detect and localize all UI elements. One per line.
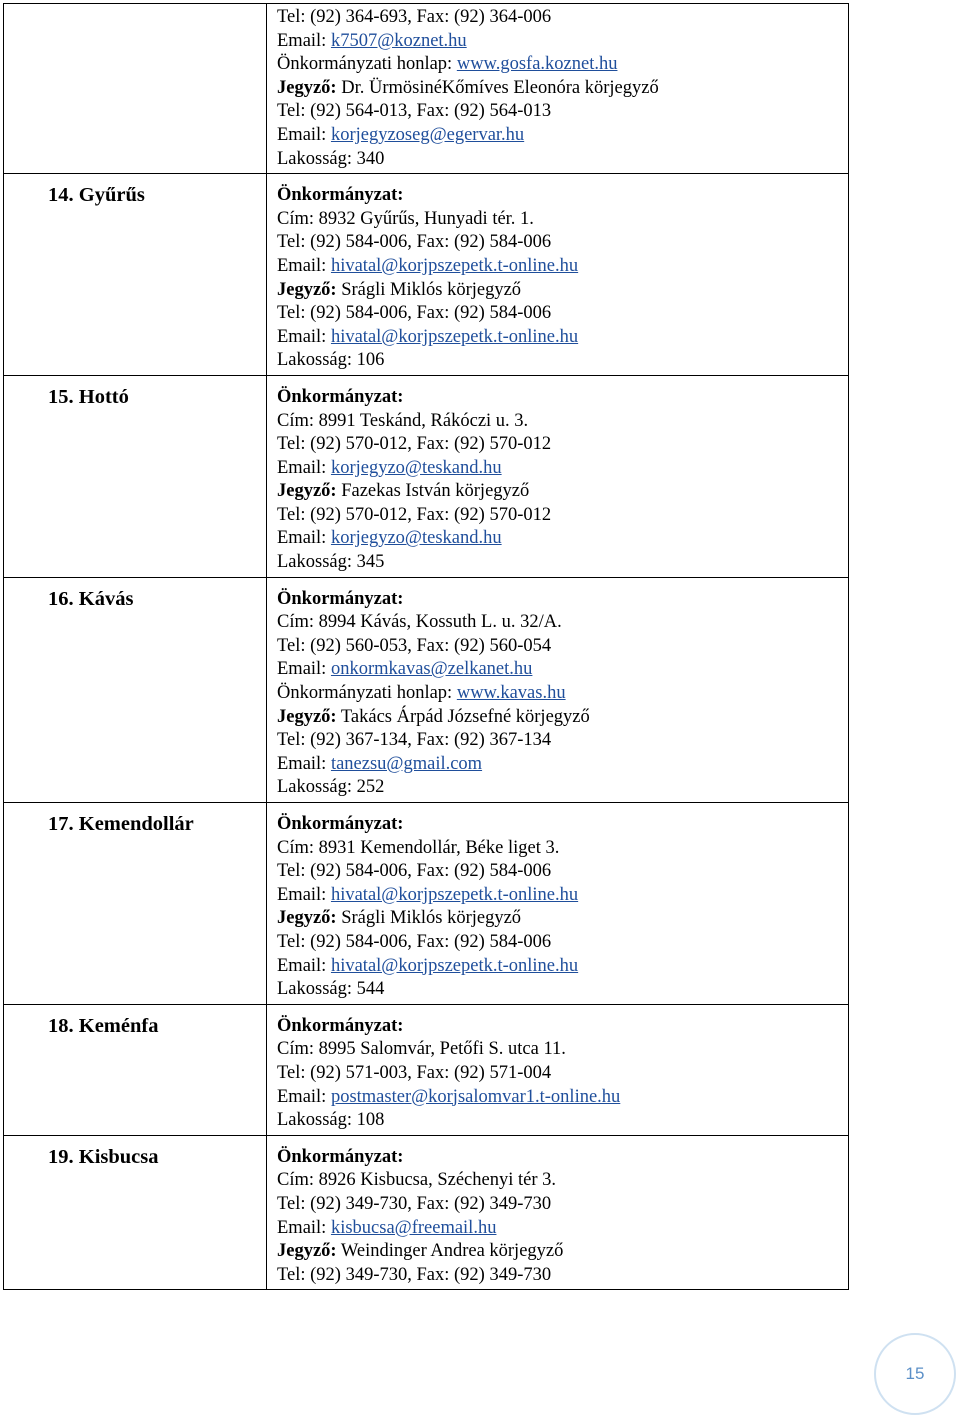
- info-line: [277, 527, 848, 551]
- municipality-info-cell: [267, 1135, 849, 1290]
- info-line: [277, 978, 848, 1004]
- table-row: [4, 174, 849, 376]
- field-text: Cím: 8995 Salomvár, Petőfi S. utca 11.: [277, 1039, 566, 1060]
- field-label: Önkormányzat:: [277, 386, 404, 407]
- field-text: Önkormányzati honlap:: [277, 683, 457, 704]
- info-line: [277, 349, 848, 375]
- field-text: Cím: 8994 Kávás, Kossuth L. u. 32/A.: [277, 612, 562, 633]
- field-text: Email:: [277, 528, 331, 549]
- field-value: Srágli Miklós körjegyző: [336, 908, 522, 929]
- info-line: [277, 504, 848, 528]
- field-label: Jegyző:: [277, 1241, 337, 1262]
- municipality-name-cell: [4, 803, 267, 1005]
- info-line: [277, 551, 848, 577]
- field-text: Email:: [277, 659, 331, 680]
- info-line: [277, 231, 848, 255]
- field-value: Dr. ÜrmösinéKőmíves Eleonóra körjegyző: [336, 77, 659, 98]
- info-line: [277, 611, 848, 635]
- table-row: [4, 4, 849, 174]
- municipality-name-cell: [4, 375, 267, 577]
- field-label: Önkormányzat:: [277, 588, 404, 609]
- field-label: Jegyző:: [277, 279, 337, 300]
- info-line: [277, 1193, 848, 1217]
- field-value: Fazekas István körjegyző: [336, 481, 530, 502]
- municipality-name-cell: [4, 1135, 267, 1290]
- info-line: [277, 803, 848, 837]
- field-text: Tel: (92) 584-006, Fax: (92) 584-006: [277, 232, 552, 253]
- info-line: [277, 1136, 848, 1170]
- field-text: Email:: [277, 753, 331, 774]
- info-line: [277, 1062, 848, 1086]
- info-line: [277, 30, 848, 54]
- info-line: [277, 376, 848, 410]
- contact-link[interactable]: hivatal@korjpszepetk.t-online.hu: [330, 326, 579, 347]
- field-label: Jegyző:: [277, 481, 337, 502]
- info-line: [277, 658, 848, 682]
- field-label: Jegyző:: [277, 706, 337, 727]
- info-line: [277, 860, 848, 884]
- info-line: [277, 1240, 848, 1264]
- info-line: [277, 1169, 848, 1193]
- info-line: [277, 255, 848, 279]
- contact-link[interactable]: kisbucsa@freemail.hu: [330, 1217, 497, 1238]
- municipality-name-cell: [4, 1004, 267, 1135]
- field-text: Lakosság: 252: [277, 777, 385, 798]
- municipality-name-cell: [4, 174, 267, 376]
- field-text: Tel: (92) 364-693, Fax: (92) 364-006: [277, 7, 552, 27]
- field-text: Tel: (92) 560-053, Fax: (92) 560-054: [277, 635, 552, 656]
- info-line: [277, 682, 848, 706]
- field-label: Önkormányzat:: [277, 1015, 404, 1036]
- field-text: Email:: [277, 884, 331, 905]
- table-row: [4, 375, 849, 577]
- table-row: [4, 1004, 849, 1135]
- municipality-name-cell: [4, 4, 267, 174]
- field-label: Önkormányzat:: [277, 185, 404, 206]
- info-line: [277, 1264, 848, 1290]
- field-text: Email:: [277, 124, 331, 145]
- contact-link[interactable]: korjegyzo@teskand.hu: [330, 457, 502, 478]
- field-text: Cím: 8932 Gyűrűs, Hunyadi tér. 1.: [277, 208, 534, 229]
- info-line: [277, 578, 848, 612]
- page-number: 15: [905, 1364, 925, 1383]
- field-text: Tel: (92) 584-006, Fax: (92) 584-006: [277, 303, 552, 324]
- info-line: [277, 433, 848, 457]
- municipality-name: 19. Kisbucsa: [48, 1145, 159, 1168]
- info-line: [277, 77, 848, 101]
- municipality-info-cell: [267, 1004, 849, 1135]
- field-text: Önkormányzati honlap:: [277, 54, 457, 75]
- field-text: Email:: [277, 255, 331, 276]
- field-text: Lakosság: 340: [277, 148, 385, 169]
- contact-link[interactable]: tanezsu@gmail.com: [330, 753, 483, 774]
- info-line: [277, 706, 848, 730]
- info-line: [277, 1038, 848, 1062]
- field-text: Tel: (92) 349-730, Fax: (92) 349-730: [277, 1264, 552, 1285]
- info-line: [277, 837, 848, 861]
- info-line: [277, 907, 848, 931]
- info-line: [277, 1217, 848, 1241]
- contact-link[interactable]: korjegyzo@teskand.hu: [330, 528, 502, 549]
- field-text: Cím: 8931 Kemendollár, Béke liget 3.: [277, 837, 560, 858]
- field-text: Lakosság: 544: [277, 979, 385, 1000]
- field-label: Önkormányzat:: [277, 1146, 404, 1167]
- contact-link[interactable]: korjegyzoseg@egervar.hu: [330, 124, 525, 145]
- info-line: [277, 124, 848, 148]
- contact-link[interactable]: onkormkavas@zelkanet.hu: [330, 659, 533, 680]
- info-line: [277, 931, 848, 955]
- field-text: Lakosság: 106: [277, 350, 385, 371]
- table-row: [4, 803, 849, 1005]
- info-line: [277, 955, 848, 979]
- field-text: Email:: [277, 1217, 331, 1238]
- municipality-name: 17. Kemendollár: [48, 813, 194, 835]
- info-line: [277, 1005, 848, 1039]
- info-line: [277, 729, 848, 753]
- field-text: Lakosság: 108: [277, 1110, 385, 1131]
- info-line: [277, 884, 848, 908]
- page-number-badge: [874, 1333, 956, 1415]
- info-line: [277, 148, 848, 174]
- field-label: Jegyző:: [277, 908, 337, 929]
- field-text: Tel: (92) 571-003, Fax: (92) 571-004: [277, 1062, 552, 1083]
- info-line: [277, 776, 848, 802]
- field-text: Cím: 8926 Kisbucsa, Széchenyi tér 3.: [277, 1170, 556, 1191]
- municipality-name: 14. Gyűrűs: [48, 184, 145, 207]
- field-text: Email:: [277, 1086, 331, 1107]
- field-value: Weindinger Andrea körjegyző: [336, 1241, 564, 1262]
- field-text: Lakosság: 345: [277, 552, 385, 573]
- field-text: Email:: [277, 457, 331, 478]
- municipality-name-cell: [4, 577, 267, 802]
- info-line: [277, 480, 848, 504]
- table-row: [4, 1135, 849, 1290]
- municipality-name: 18. Keménfa: [48, 1014, 159, 1037]
- field-value: Takács Árpád Józsefné körjegyző: [336, 706, 590, 727]
- info-line: [277, 174, 848, 208]
- field-text: Tel: (92) 367-134, Fax: (92) 367-134: [277, 730, 552, 751]
- municipality-info-cell: [267, 375, 849, 577]
- info-line: [277, 302, 848, 326]
- contact-link[interactable]: hivatal@korjpszepetk.t-online.hu: [330, 955, 579, 976]
- municipality-info-cell: [267, 4, 849, 174]
- info-line: [277, 753, 848, 777]
- contact-link[interactable]: hivatal@korjpszepetk.t-online.hu: [330, 884, 579, 905]
- field-text: Tel: (92) 584-006, Fax: (92) 584-006: [277, 861, 552, 882]
- municipality-info-cell: [267, 174, 849, 376]
- table-row: [4, 577, 849, 802]
- municipality-name: 16. Kávás: [48, 587, 134, 610]
- contact-link[interactable]: hivatal@korjpszepetk.t-online.hu: [330, 255, 579, 276]
- field-text: Email:: [277, 326, 331, 347]
- field-text: Email:: [277, 955, 331, 976]
- info-line: [277, 1109, 848, 1135]
- info-line: [277, 208, 848, 232]
- field-text: Tel: (92) 570-012, Fax: (92) 570-012: [277, 434, 552, 455]
- info-line: [277, 4, 848, 30]
- field-text: Tel: (92) 349-730, Fax: (92) 349-730: [277, 1193, 552, 1214]
- info-line: [277, 635, 848, 659]
- info-line: [277, 279, 848, 303]
- info-line: [277, 1086, 848, 1110]
- contact-link[interactable]: www.gosfa.koznet.hu: [456, 54, 618, 75]
- municipality-info-cell: [267, 803, 849, 1005]
- field-text: Email:: [277, 30, 331, 51]
- municipality-directory-table: [3, 3, 849, 1290]
- field-label: Önkormányzat:: [277, 814, 404, 834]
- directory-body: [4, 4, 849, 1290]
- info-line: [277, 53, 848, 77]
- municipality-info-cell: [267, 577, 849, 802]
- field-value: Srágli Miklós körjegyző: [336, 279, 522, 300]
- field-text: Tel: (92) 570-012, Fax: (92) 570-012: [277, 504, 552, 525]
- info-line: [277, 326, 848, 350]
- info-line: [277, 457, 848, 481]
- contact-link[interactable]: www.kavas.hu: [456, 683, 566, 704]
- info-line: [277, 410, 848, 434]
- municipality-name: 15. Hottó: [48, 385, 129, 408]
- contact-link[interactable]: k7507@koznet.hu: [330, 30, 467, 51]
- field-label: Jegyző:: [277, 77, 337, 98]
- info-line: [277, 100, 848, 124]
- field-text: Tel: (92) 584-006, Fax: (92) 584-006: [277, 931, 552, 952]
- field-text: Cím: 8991 Teskánd, Rákóczi u. 3.: [277, 410, 529, 431]
- field-text: Tel: (92) 564-013, Fax: (92) 564-013: [277, 101, 552, 122]
- contact-link[interactable]: postmaster@korjsalomvar1.t-online.hu: [330, 1086, 621, 1107]
